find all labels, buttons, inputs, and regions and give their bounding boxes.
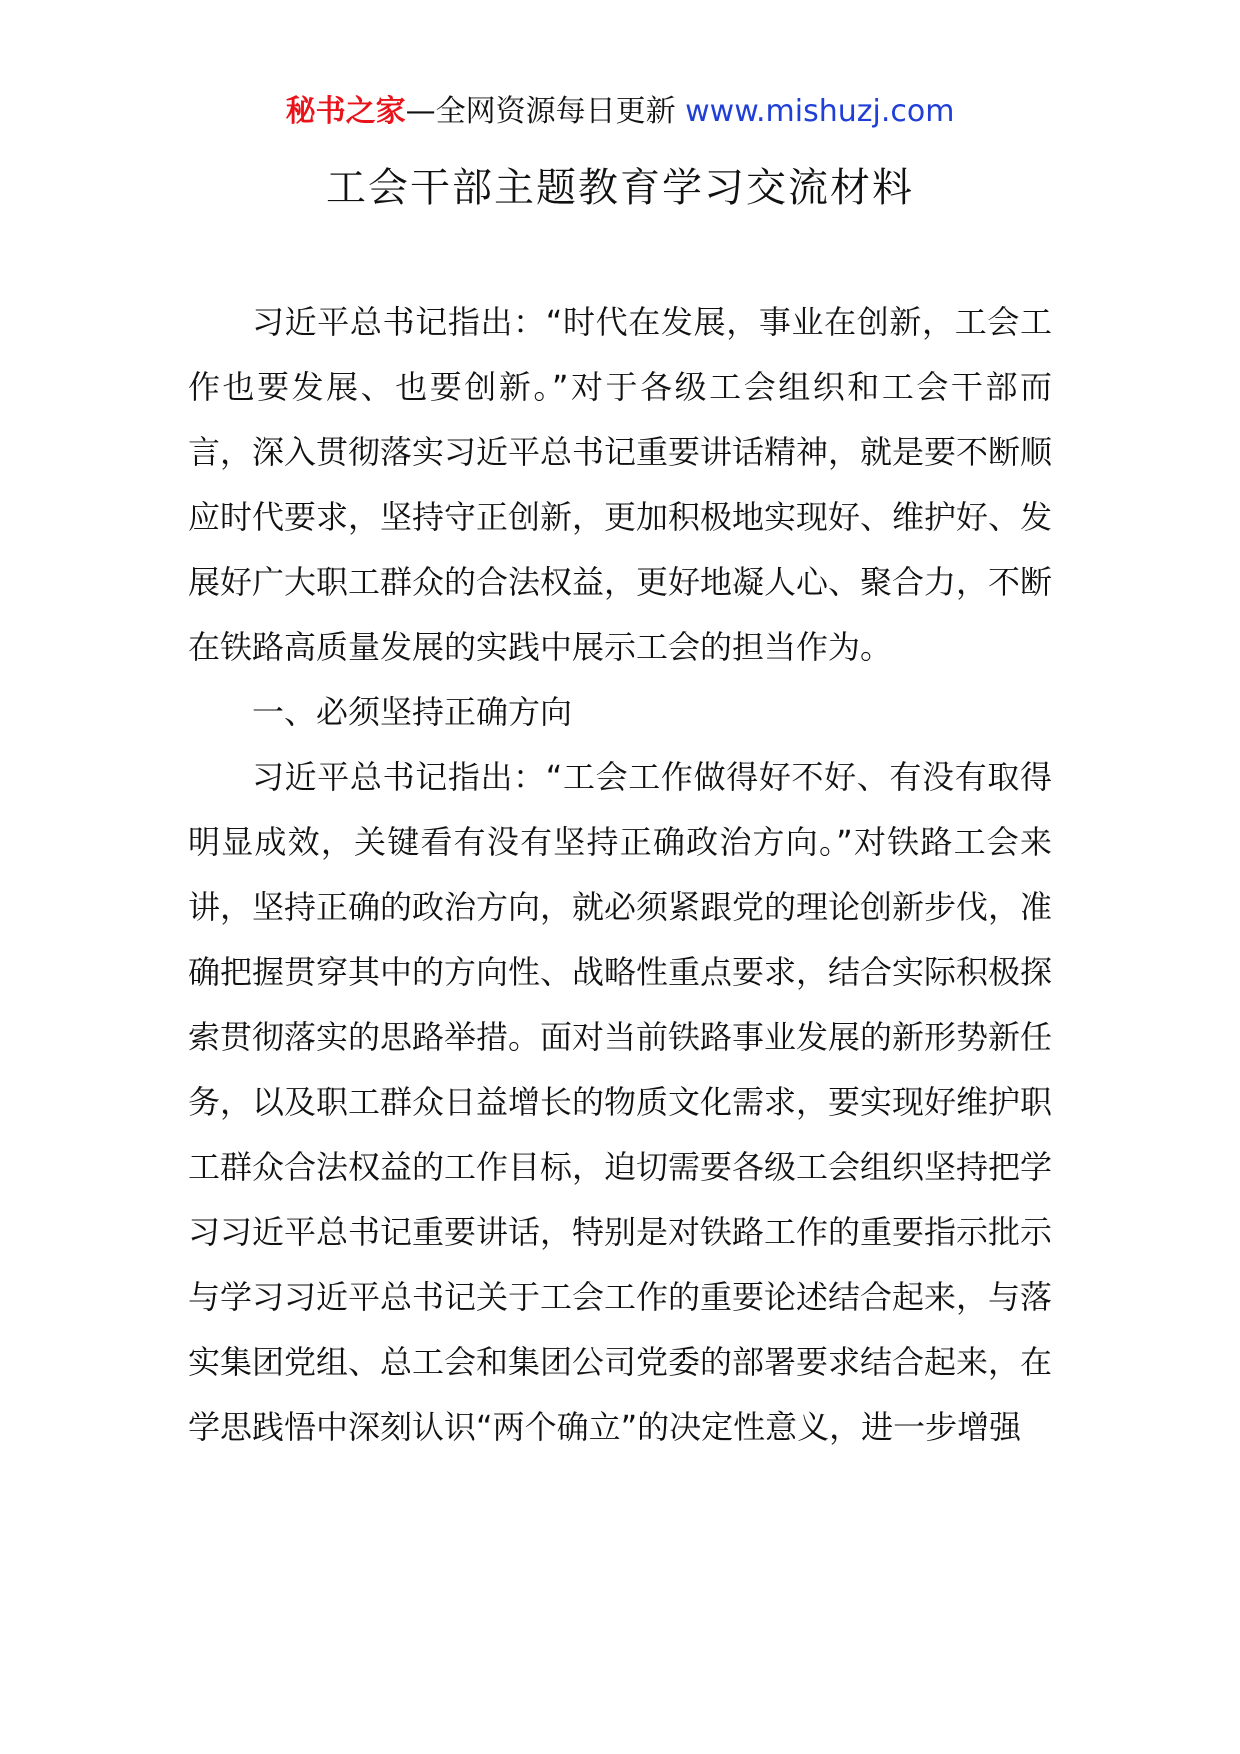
banner-slogan: —全网资源每日更新 bbox=[405, 94, 686, 129]
site-banner bbox=[0, 92, 1240, 132]
section-heading-1: 一、必须坚持正确方向 bbox=[252, 693, 573, 731]
paragraph-section-1: 习近平总书记指出：“工会工作做得好不好、有没有取得明显成效，关键看有没有坚持正确政治方向。”对铁路工会来讲，坚持正确的政治方向，就必须紧跟党的理论创新步伐，准确把握贯穿其中的方向性、战略性重点要求，结合实际积极探索贯彻落实的思路举措。面对当前铁路事业发展的新形势新任务，以及职工群众日益增长的物质文化需求，要实现好维护职工群众合法权益的工作目标，迫切需要各级工会组织坚持把学习习近平总书记重要讲话，特别是对铁路工作的重要指示批示与学习习近平总书记关于工会工作的重要论述结合起来，与落实集团党组、总工会和集团公司党委的部署要求结合起来，在学思践悟中深刻认识“两个确立”的决定性意义，进一步增强 bbox=[188, 758, 1053, 1446]
document-body bbox=[188, 290, 1052, 1460]
document-title: 工会干部主题教育学习交流材料 bbox=[326, 165, 914, 211]
banner-url-link[interactable]: www.mishuzj.com bbox=[685, 94, 955, 129]
paragraph-intro: 习近平总书记指出：“时代在发展，事业在创新，工会工作也要发展、也要创新。”对于各级工会组织和工会干部而言，深入贯彻落实习近平总书记重要讲话精神，就是要不断顺应时代要求，坚持守正创新，更加积极地实现好、维护好、发展好广大职工群众的合法权益，更好地凝人心、聚合力，不断在铁路高质量发展的实践中展示工会的担当作为。 bbox=[188, 303, 1053, 666]
banner-brand: 秘书之家 bbox=[285, 94, 406, 129]
